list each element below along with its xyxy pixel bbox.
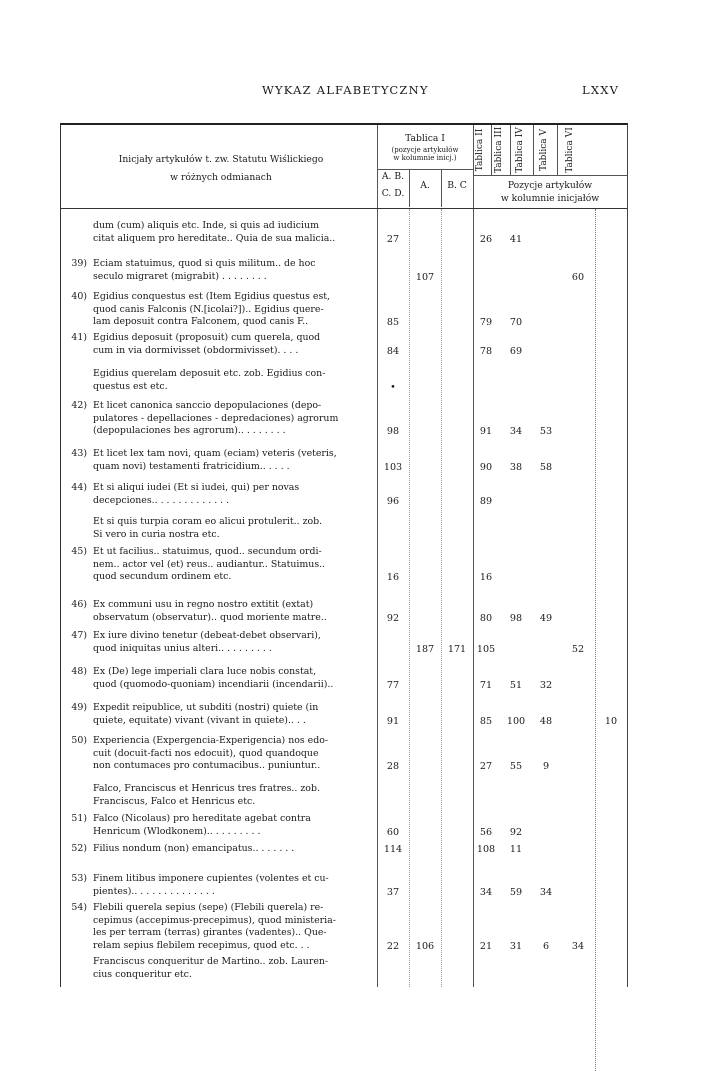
entry-line: cius conqueritur etc. [93,968,192,980]
entry-number: 47) [71,630,87,641]
entry-number: 40) [71,291,87,302]
position-value-t3: 51 [509,679,523,691]
col-cd-label: C. D. [381,188,405,199]
entry-line: relam sepius flebilem recepimus, quod etc. . . [93,939,310,951]
entry-number: 53) [71,873,87,884]
entry-line: Expedit reipublice, ut subditi (nostri) quiete (in [93,702,319,713]
entry-line: Et ut facilius.. statuimus, quod.. secundum ordi- [93,546,322,557]
entry-number: 44) [71,482,87,493]
position-value-t4: 34 [539,886,553,898]
position-value-abcd: 91 [386,715,400,727]
col-rule [510,125,511,175]
tablica-ii-label: Tablica II [475,128,485,172]
col1-heading-2: w różnych odmianach [170,172,272,183]
index-entry [61,630,383,655]
tablica-iii-label: Tablica III [494,126,504,173]
index-entry [61,735,383,773]
position-value-abcd: 96 [386,495,400,507]
index-table [60,123,628,987]
index-entry [61,258,383,283]
entry-line: quod secundum ordinem etc. [93,571,232,582]
position-value-t2: 16 [479,572,493,583]
page-number: LXXV [582,83,620,97]
position-value-t3: 69 [509,345,523,357]
index-entry [61,783,383,808]
position-value-t2: 78 [479,345,493,357]
tablica-vi-label: Tablica VI [565,127,575,173]
position-value-t2: 34 [479,886,493,898]
position-value-t2: 71 [479,679,493,691]
position-value-abcd: 92 [386,612,400,624]
position-value-abcd: 98 [386,426,400,437]
entry-line: Egidius querelam deposuit etc. zob. Egidius con- [93,368,326,379]
index-entry [61,599,383,624]
entry-line: cuit (docuit-facti nos edocuit), quod quandoque [93,747,319,759]
entry-line: dum (cum) aliquis etc. Inde, si quis ad iudicium [93,220,319,231]
position-value-t3: 31 [509,940,523,952]
entry-line: Filius nondum (non) emancipatus.. . . . . . . [93,843,295,854]
entry-line: Et si aliqui iudei (Et si iudei, qui) per novas [93,482,300,493]
entry-line: cepimus (accepimus-precepimus), quod ministeria- [93,914,336,926]
col-rule [473,125,474,987]
entry-line: Finem litibus imponere cupientes (volentes et cu- [93,873,329,884]
header-rule [61,208,627,209]
index-entry [61,843,383,856]
entry-line: cum in via dormivisset (obdormivisset). . . . [93,344,299,356]
position-value-abcd: 60 [386,826,400,838]
index-entry [61,220,383,245]
position-value-abcd: 28 [386,761,400,772]
tablica-i-sub-1: (pozycje artykułów [391,146,459,154]
position-value-abcd: 85 [386,317,400,328]
entry-line: Franciscus, Falco et Henricus etc. [93,795,256,807]
entry-line: non contumaces pro contumacibus.. puniuntur.. [93,760,321,771]
col-rule [491,125,492,175]
col-rule [595,209,596,1071]
position-value-abcd: 84 [386,345,400,357]
entry-line: citat aliquem pro hereditate.. Quia de sua malicia.. [93,232,336,244]
position-value-abcd: 103 [383,461,403,473]
entry-line: seculo migraret (migrabit) . . . . . . . . [93,270,267,282]
position-value-abcd: 37 [386,886,400,898]
position-value-t4: 53 [539,426,553,437]
tablica-i-sub-2: w kolumnie inicj.) [393,154,457,162]
col-rule [409,209,410,987]
position-value-t2: 85 [479,715,493,727]
entry-line: les per terram (terras) girantes (vadentes).. Que- [93,927,327,938]
entry-line: Falco, Franciscus et Henricus tres fratres.. zob. [93,783,320,794]
position-value-t5: 52 [571,643,585,655]
entry-number: 54) [71,902,87,913]
position-value-abcd: 16 [386,572,400,583]
position-value-t2: 90 [479,461,493,473]
index-entry [61,516,383,541]
position-value-t5: 34 [571,940,585,952]
index-entry [61,482,383,507]
position-value-abcd: 27 [386,233,400,245]
position-value-abcd: 114 [383,844,403,855]
entry-number: 50) [71,735,87,746]
position-value-t4: 9 [542,761,550,772]
position-value-t3: 11 [509,844,523,855]
index-entry [61,448,383,473]
entry-line: Egidius conquestus est (Item Egidius questus est, [93,291,331,302]
position-value-bc: 171 [447,643,467,655]
position-value-a: 107 [415,271,435,283]
position-value-t2: 80 [479,612,493,624]
entry-line: Experiencia (Expergencia-Experigencia) nos edo- [93,735,329,746]
position-value-t2: 27 [479,761,493,772]
position-value-t3: 98 [509,612,523,624]
entry-number: 41) [71,332,87,343]
index-entry [61,902,383,952]
index-entry [61,332,383,357]
running-title: WYKAZ ALFABETYCZNY [262,83,429,97]
position-value-t6: 10 [604,715,618,727]
index-entry [61,368,383,393]
entry-line: Et licet lex tam novi, quam (eciam) veteris (veteris, [93,448,337,459]
position-value-t3: 100 [506,715,526,727]
entry-line: quiete, equitate) vivant (vivant in quiete).. . . [93,714,306,726]
entry-line: decepciones.. . . . . . . . . . . . . [93,494,230,506]
position-value-t4: 58 [539,461,553,473]
col-ab-label: A. B. [381,171,405,182]
entry-line: pulatores - depellaciones - depredaciones) agrorum [93,412,339,424]
position-value-t4: 6 [542,940,550,952]
entry-line: lam deposuit contra Falconem, quod canis F.. [93,316,309,327]
index-entry [61,666,383,691]
position-value-t3: 55 [509,761,523,772]
position-value-t2: 26 [479,233,493,245]
index-entry [61,813,383,838]
position-value-abcd: 77 [386,679,400,691]
entry-line: Si vero in curia nostra etc. [93,528,220,540]
position-value-t3: 41 [509,233,523,245]
position-value-t2: 56 [479,826,493,838]
entry-line: Ex iure divino tenetur (debeat-debet observari), [93,630,321,641]
position-value-a: 187 [415,643,435,655]
col-rule [441,209,442,987]
entry-line: Henricum (Wlodkonem).. . . . . . . . . [93,825,261,837]
entry-line: Ex communi usu in regno nostro extitit (extat) [93,599,314,610]
entry-number: 46) [71,599,87,610]
entry-line: Et si quis turpia coram eo alicui protulerit.. zob. [93,516,323,527]
entry-line: Ex (De) lege imperiali clara luce nobis constat, [93,666,317,677]
col-bc-label: B. C [447,180,467,191]
entry-number: 48) [71,666,87,677]
entry-line: Franciscus conqueritur de Martino.. zob. Lauren- [93,956,329,967]
entry-line: Et licet canonica sanccio depopulaciones (depo- [93,400,322,411]
position-value-t3: 59 [509,886,523,898]
index-entry [61,956,383,981]
entry-number: 51) [71,813,87,824]
entry-line: quod iniquitas unius alteri.. . . . . . . . . [93,642,272,654]
entry-line: (depopulaciones bes agrorum).. . . . . . . . [93,425,286,436]
entry-line: quod (quomodo-quoniam) incendiarii (incendarii).. [93,678,334,690]
positions-heading-2: w kolumnie inicjałów [500,193,600,204]
entry-line: Egidius deposuit (proposuit) cum querela, quod [93,332,321,343]
entry-line: Falco (Nicolaus) pro hereditate agebat contra [93,813,311,824]
index-entry [61,873,383,898]
entry-line: nem.. actor vel (et) reus.. audiantur.. Statuimus.. [93,558,326,570]
entry-line: pientes).. . . . . . . . . . . . . . [93,885,215,897]
position-value-t2: 79 [479,317,493,328]
position-value-t2: 108 [476,844,496,855]
position-value-t2: 105 [476,643,496,655]
position-value-t3: 92 [509,826,523,838]
position-value-abcd: • [390,381,396,393]
position-value-t2: 91 [479,426,493,437]
position-value-t2: 21 [479,940,493,952]
entry-number: 49) [71,702,87,713]
entry-number: 45) [71,546,87,557]
entry-line: observatum (observatur).. quod moriente matre.. [93,611,327,623]
entry-number: 43) [71,448,87,459]
index-entry [61,291,383,329]
position-value-t4: 49 [539,612,553,624]
position-value-t4: 48 [539,715,553,727]
tablica-i-heading: Tablica I [405,133,445,144]
row-rule [473,175,627,176]
entry-line: quod canis Falconis (N.[icolai?]).. Egidius quere- [93,303,324,315]
col-a-label: A. [420,180,430,191]
entry-number: 42) [71,400,87,411]
position-value-t5: 60 [571,271,585,283]
index-entry [61,546,383,584]
entry-number: 52) [71,843,87,854]
position-value-t3: 70 [509,317,523,328]
index-entry [61,702,383,727]
entry-line: quam novi) testamenti fratricidium.. . . . . [93,460,290,472]
col-rule [533,125,534,175]
entry-line: Eciam statuimus, quod si quis militum.. de hoc [93,258,316,269]
tablica-iv-label: Tablica IV [515,127,525,173]
position-value-t4: 32 [539,679,553,691]
position-value-abcd: 22 [386,940,400,952]
position-value-t3: 34 [509,426,523,437]
tablica-v-label: Tablica V [539,129,549,171]
entry-line: Flebili querela sepius (sepe) (Flebili querela) re- [93,902,324,913]
col1-heading-1: Inicjały artykułów t. zw. Statutu Wiślickiego [118,154,324,165]
index-entry [61,400,383,438]
positions-heading-1: Pozycje artykułów [507,180,593,191]
col-rule [557,125,558,175]
position-value-a: 106 [415,940,435,952]
position-value-t3: 38 [509,461,523,473]
entry-number: 39) [71,258,87,269]
entry-line: questus est etc. [93,380,168,392]
position-value-t2: 89 [479,495,493,507]
